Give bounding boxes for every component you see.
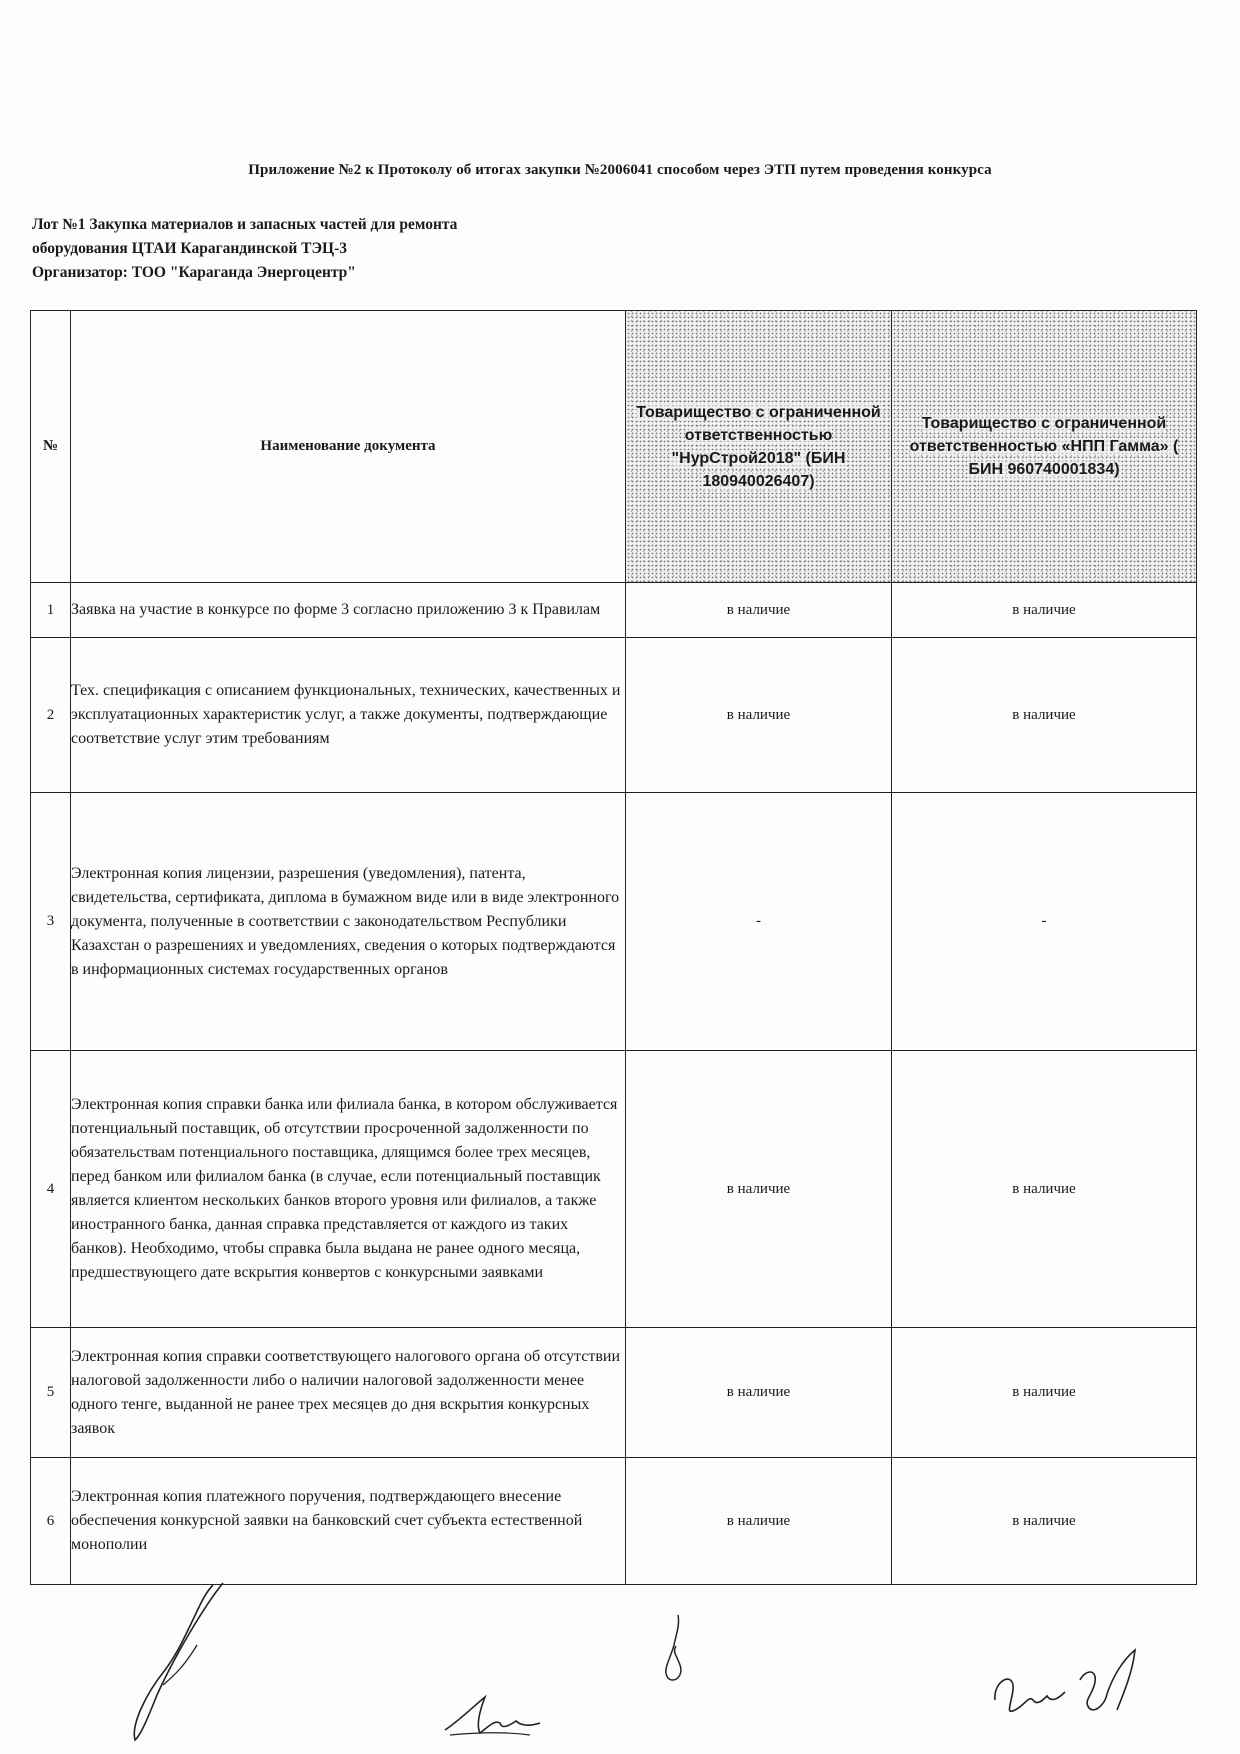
table-row bbox=[31, 1051, 1197, 1328]
table-row bbox=[31, 1458, 1197, 1585]
signature-2 bbox=[650, 1610, 700, 1690]
row-number: 2 bbox=[31, 638, 71, 793]
table-row bbox=[31, 638, 1197, 793]
page-title: Приложение №2 к Протоколу об итогах закупки №2006041 способом через ЭТП путем проведения конкурса bbox=[248, 162, 992, 178]
row-number: 5 bbox=[31, 1328, 71, 1458]
row-number: 3 bbox=[31, 793, 71, 1051]
row-document-name: Электронная копия платежного поручения, подтверждающего внесение обеспечения конкурсной заявки на банковский счет субъекта естественной монополии bbox=[71, 1458, 626, 1585]
row-value-nurstroy: - bbox=[626, 793, 892, 1051]
table-row bbox=[31, 793, 1197, 1051]
header-supplier-gamma-text: Товарищество с ограниченной ответственностью «НПП Гамма» ( БИН 960740001834) bbox=[909, 415, 1179, 478]
row-value-gamma: - bbox=[892, 793, 1197, 1051]
row-document-name: Тех. спецификация с описанием функциональных, технических, качественных и эксплуатационных характеристик услуг, а также документы, подтверждающие соответствие услуг этим требованиям bbox=[71, 638, 626, 793]
row-value-nurstroy: в наличие bbox=[626, 1328, 892, 1458]
header-document-name: Наименование документа bbox=[71, 311, 626, 583]
row-value-gamma: в наличие bbox=[892, 1051, 1197, 1328]
lot-line-1: Лот №1 Закупка материалов и запасных частей для ремонта bbox=[32, 216, 458, 233]
row-value-nurstroy: в наличие bbox=[626, 583, 892, 638]
row-number: 4 bbox=[31, 1051, 71, 1328]
row-value-gamma: в наличие bbox=[892, 1458, 1197, 1585]
row-value-gamma: в наличие bbox=[892, 1328, 1197, 1458]
row-value-nurstroy: в наличие bbox=[626, 638, 892, 793]
documents-table bbox=[30, 310, 1197, 1585]
row-value-gamma: в наличие bbox=[892, 638, 1197, 793]
signature-1 bbox=[105, 1575, 235, 1745]
row-value-gamma: в наличие bbox=[892, 583, 1197, 638]
row-number: 1 bbox=[31, 583, 71, 638]
table-row bbox=[31, 1328, 1197, 1458]
header-block bbox=[32, 213, 457, 285]
header-number: № bbox=[31, 311, 71, 583]
row-document-name: Электронная копия лицензии, разрешения (уведомления), патента, свидетельства, сертификата, диплома в бумажном виде или в виде электронного документа, полученные в соответствии с законодательством Республики Казахстан о разрешениях и уведомлениях, сведения о которых подтверждаются в информационных системах государственных органов bbox=[71, 793, 626, 1051]
signature-4 bbox=[985, 1640, 1155, 1730]
signature-3 bbox=[440, 1685, 560, 1745]
row-document-name: Электронная копия справки банка или филиала банка, в котором обслуживается потенциальный поставщик, об отсутствии просроченной задолженности по обязательствам потенциального поставщика, длящимся более трех месяцев, перед банком или филиалом банка (в случае, если потенциальный поставщик является клиентом нескольких банков второго уровня или филиалов, а также иностранного банка, данная справка представляется от каждого из таких банков). Необходимо, чтобы справка была выдана не ранее одного месяца, предшествующего дате вскрытия конвертов с конкурсными заявками bbox=[71, 1051, 626, 1328]
row-value-nurstroy: в наличие bbox=[626, 1458, 892, 1585]
row-number: 6 bbox=[31, 1458, 71, 1585]
organizer-line: Организатор: ТОО "Караганда Энергоцентр" bbox=[32, 264, 356, 281]
table-header-row bbox=[31, 311, 1197, 583]
header-supplier-nurstroy-text: Товарищество с ограниченной ответственностью "НурСтрой2018" (БИН 180940026407) bbox=[636, 403, 881, 490]
row-document-name: Электронная копия справки соответствующего налогового органа об отсутствии налоговой задолженности либо о наличии налоговой задолженности менее одного тенге, выданной не ранее трех месяцев до дня вскрытия конкурсных заявок bbox=[71, 1328, 626, 1458]
table-row bbox=[31, 583, 1197, 638]
header-supplier-nurstroy bbox=[626, 311, 892, 583]
header-supplier-gamma bbox=[892, 311, 1197, 583]
row-value-nurstroy: в наличие bbox=[626, 1051, 892, 1328]
lot-line-2: оборудования ЦТАИ Карагандинской ТЭЦ-3 bbox=[32, 240, 347, 257]
row-document-name: Заявка на участие в конкурсе по форме 3 согласно приложению 3 к Правилам bbox=[71, 583, 626, 638]
